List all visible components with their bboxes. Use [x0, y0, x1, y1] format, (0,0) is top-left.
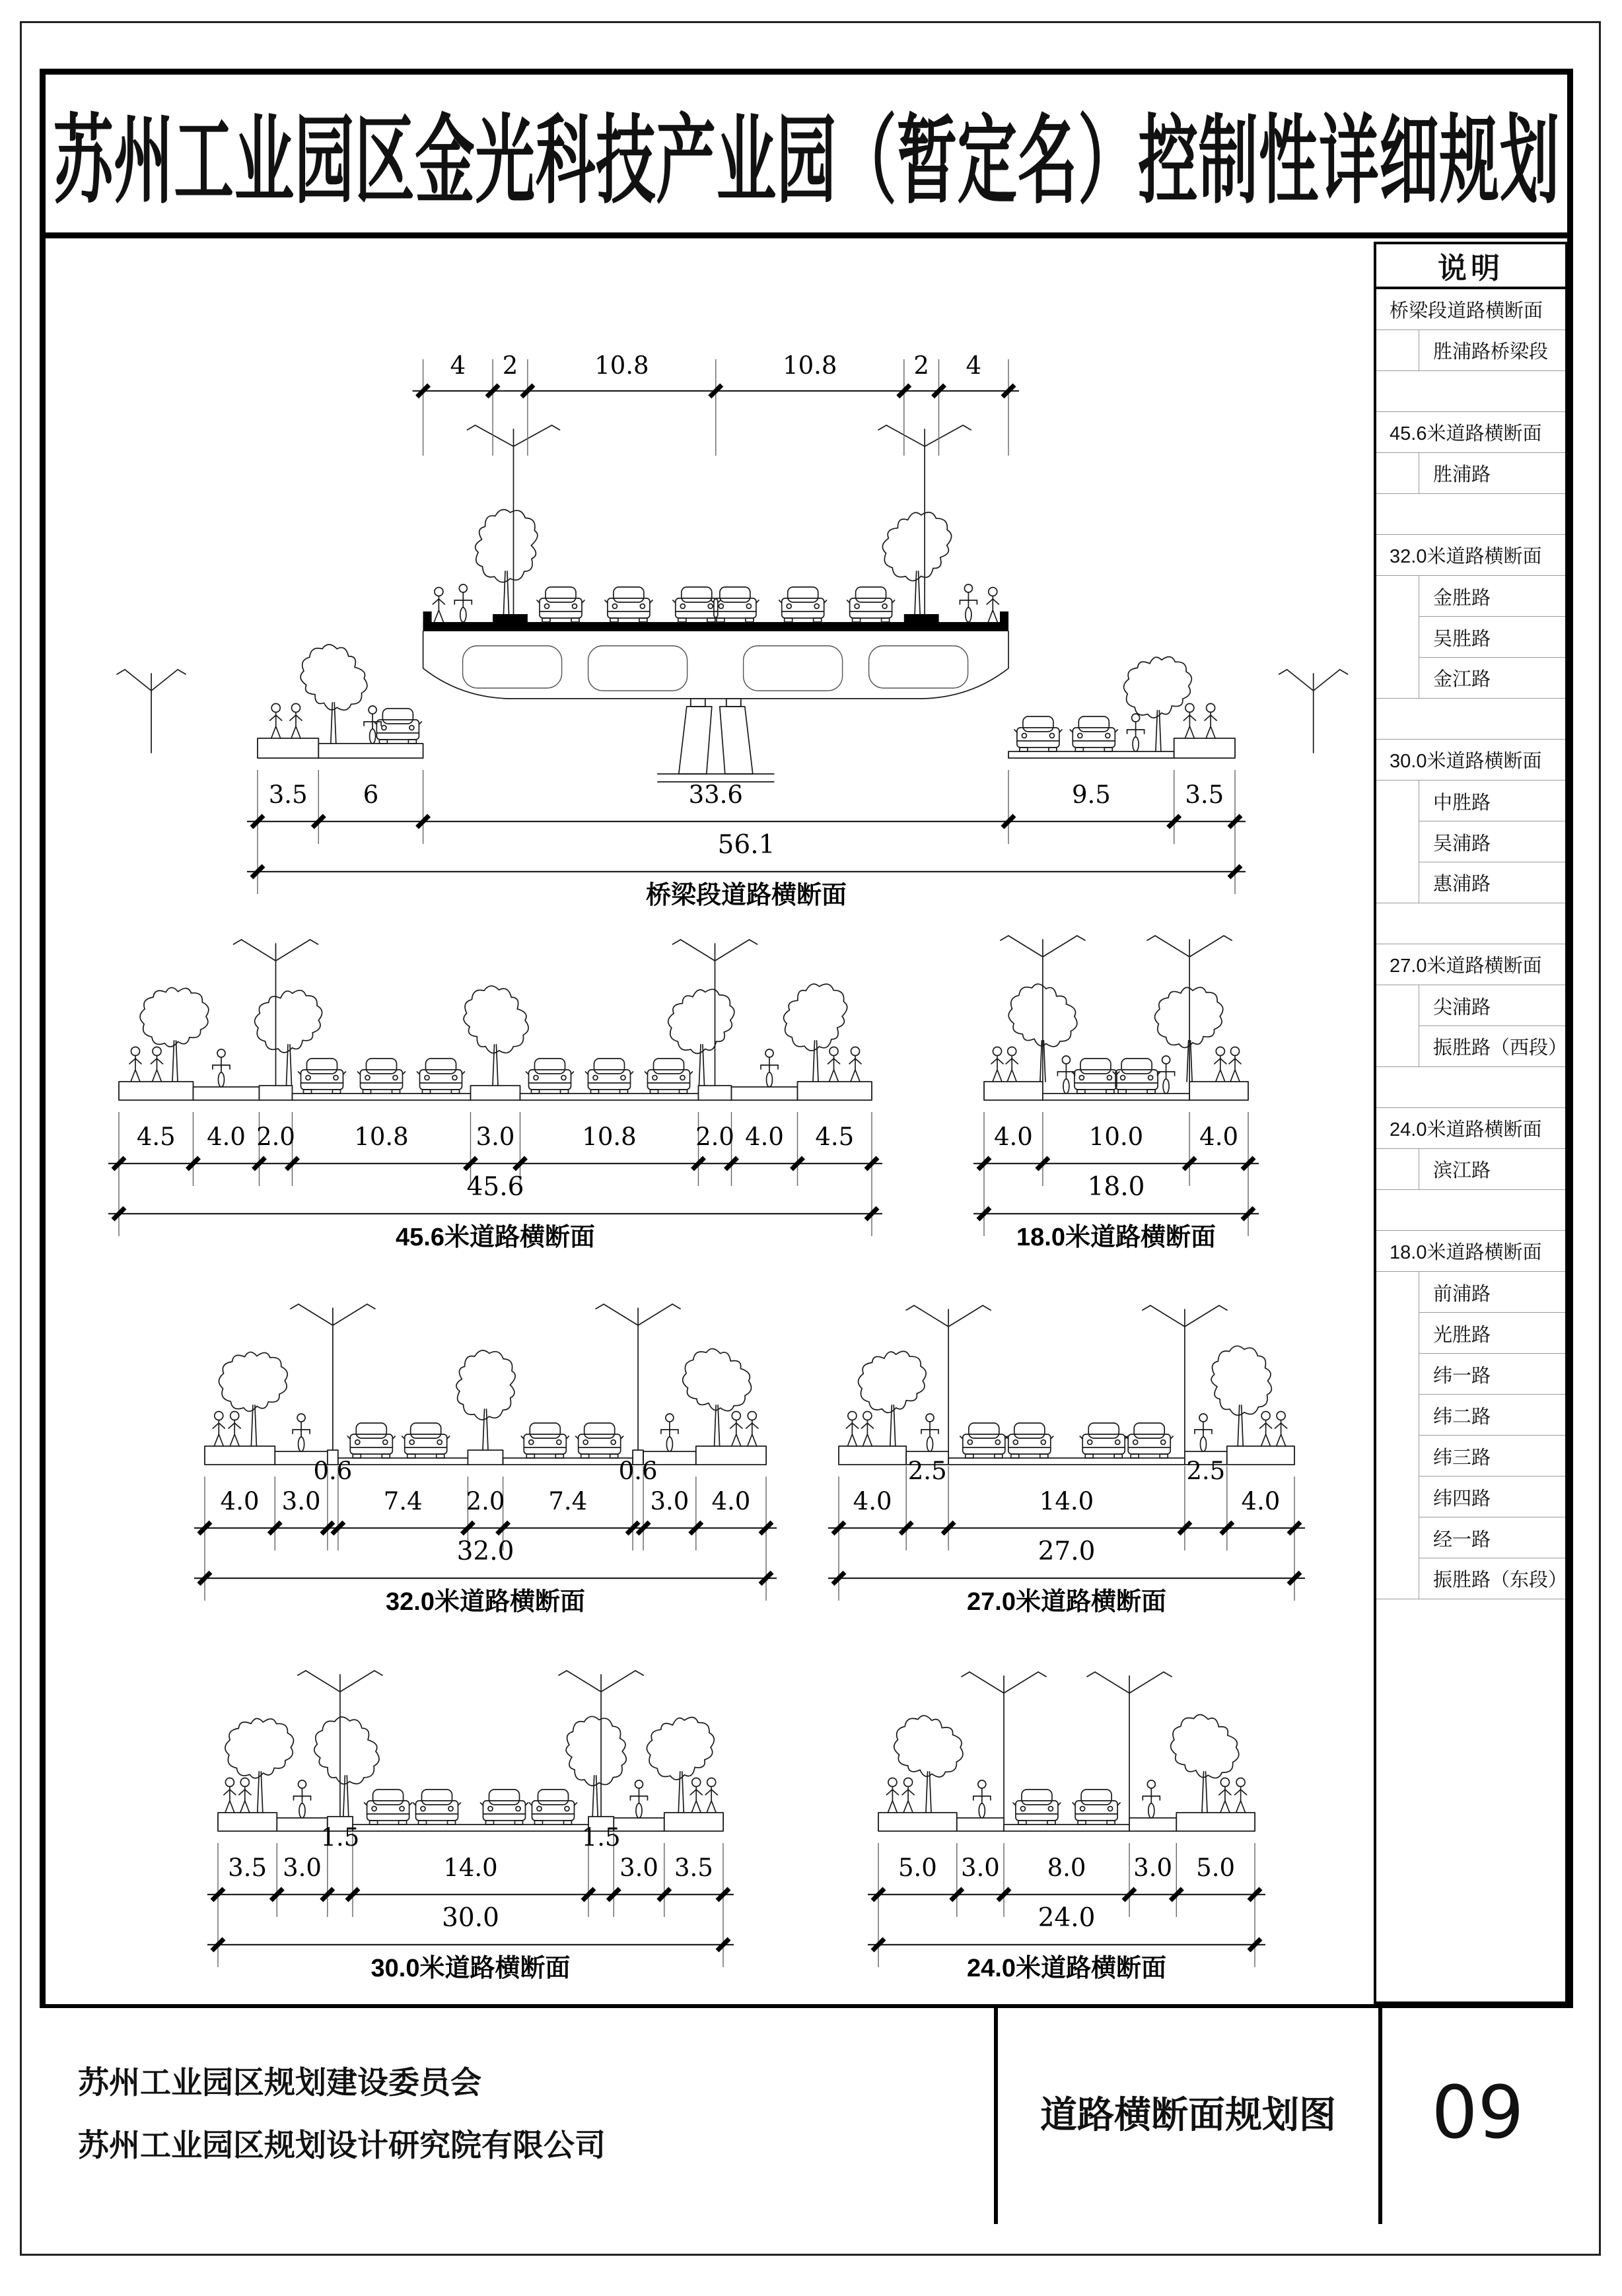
svg-text:45.6米道路横断面: 45.6米道路横断面: [396, 1224, 595, 1251]
svg-text:2.0: 2.0: [466, 1487, 505, 1515]
legend-row-label: 金江路: [1433, 669, 1491, 690]
legend-road-row: [1376, 1149, 1565, 1190]
legend-rows: [1376, 289, 1568, 1599]
legend-row-label: 胜浦路桥梁段: [1433, 341, 1549, 363]
legend-row-label: 纬三路: [1433, 1447, 1491, 1469]
svg-text:24.0米道路横断面: 24.0米道路横断面: [967, 1955, 1166, 1982]
svg-text:10.8: 10.8: [594, 351, 649, 380]
legend-row-label: 金胜路: [1433, 587, 1491, 609]
legend-spacer-row: [1376, 699, 1565, 740]
legend-row-label: 纬四路: [1433, 1488, 1491, 1510]
legend-category-row: [1376, 535, 1565, 576]
legend-row-label: 前浦路: [1433, 1283, 1491, 1305]
page-title: 苏州工业园区金光科技产业园（暂定名）控制性详细规划: [53, 107, 1560, 215]
svg-text:18.0: 18.0: [1087, 1172, 1145, 1202]
svg-text:4.0: 4.0: [993, 1123, 1033, 1151]
svg-text:32.0: 32.0: [456, 1537, 514, 1566]
sheet-number: 09: [1431, 2070, 1524, 2155]
legend-category-row: [1376, 944, 1565, 985]
svg-text:4.5: 4.5: [136, 1123, 176, 1151]
legend-road-row: [1376, 1517, 1565, 1558]
svg-text:10.8: 10.8: [582, 1123, 637, 1151]
legend-road-row: [1376, 617, 1565, 658]
svg-text:56.1: 56.1: [717, 830, 775, 860]
legend-road-row: [1376, 658, 1565, 699]
legend-row-label: 光胜路: [1433, 1324, 1491, 1346]
legend-category-row: [1376, 1108, 1565, 1149]
svg-text:4.0: 4.0: [220, 1487, 260, 1515]
drawing-title: 道路横断面规划图: [1040, 2093, 1336, 2136]
svg-text:7.4: 7.4: [548, 1487, 588, 1515]
legend-row-label: 振胜路（东段）: [1433, 1570, 1568, 1591]
legend-spacer-row: [1376, 903, 1565, 944]
legend-row-label: 18.0米道路横断面: [1390, 1242, 1542, 1263]
legend-row-label: 纬一路: [1433, 1365, 1491, 1387]
svg-text:2: 2: [913, 351, 929, 380]
legend-row-label: 30.0米道路横断面: [1390, 751, 1542, 772]
svg-text:1.5: 1.5: [320, 1823, 360, 1852]
legend-row-label: 纬二路: [1433, 1406, 1491, 1428]
svg-text:4.0: 4.0: [745, 1123, 784, 1151]
svg-text:33.6: 33.6: [688, 781, 743, 809]
legend-row-label: 中胜路: [1433, 792, 1491, 814]
drawing-title-cell: [994, 2004, 1378, 2224]
svg-text:4.0: 4.0: [1241, 1487, 1281, 1515]
svg-text:3.0: 3.0: [283, 1854, 322, 1882]
svg-text:8.0: 8.0: [1047, 1854, 1086, 1882]
svg-text:3.0: 3.0: [650, 1487, 689, 1515]
svg-text:2.5: 2.5: [907, 1457, 947, 1485]
svg-text:3.5: 3.5: [268, 781, 308, 809]
legend-road-row: [1376, 330, 1565, 371]
svg-text:5.0: 5.0: [1196, 1854, 1236, 1882]
svg-text:4: 4: [966, 351, 982, 380]
svg-text:2.0: 2.0: [695, 1123, 734, 1151]
legend-row-label: 吴胜路: [1433, 628, 1491, 650]
legend-spacer-row: [1376, 1190, 1565, 1231]
svg-text:3.0: 3.0: [1133, 1854, 1173, 1882]
svg-text:45.6: 45.6: [466, 1172, 524, 1202]
sheet-number-cell: [1378, 2004, 1573, 2224]
svg-text:3.0: 3.0: [960, 1854, 1000, 1882]
svg-text:3.5: 3.5: [674, 1854, 713, 1882]
legend-category-row: [1376, 289, 1565, 330]
legend-spacer-row: [1376, 371, 1565, 412]
legend-road-row: [1376, 1477, 1565, 1517]
legend-road-row: [1376, 1436, 1565, 1477]
svg-text:27.0米道路横断面: 27.0米道路横断面: [967, 1588, 1166, 1616]
legend-row-label: 24.0米道路横断面: [1390, 1119, 1542, 1140]
legend-road-row: [1376, 781, 1565, 821]
legend-row-label: 振胜路（西段）: [1433, 1037, 1568, 1059]
legend-road-row: [1376, 862, 1565, 903]
titleblock-organizations: [40, 2004, 994, 2224]
legend-row-label: 吴浦路: [1433, 833, 1491, 854]
svg-text:3.0: 3.0: [281, 1487, 321, 1515]
svg-text:0.6: 0.6: [618, 1457, 658, 1485]
svg-text:2.5: 2.5: [1186, 1457, 1226, 1485]
svg-text:0.6: 0.6: [313, 1457, 353, 1485]
svg-text:6: 6: [363, 781, 379, 809]
legend-category-row: [1376, 740, 1565, 781]
legend-road-row: [1376, 821, 1565, 862]
legend-row-label: 胜浦路: [1433, 464, 1491, 485]
svg-text:24.0: 24.0: [1038, 1903, 1096, 1933]
legend-spacer-row: [1376, 494, 1565, 535]
legend-row-label: 尖浦路: [1433, 996, 1491, 1018]
svg-text:7.4: 7.4: [383, 1487, 423, 1515]
legend-header: 说明: [1376, 244, 1565, 289]
svg-text:桥梁段道路横断面: 桥梁段道路横断面: [645, 882, 847, 909]
legend-row-label: 惠浦路: [1433, 874, 1491, 895]
legend-table: [1374, 242, 1568, 2004]
svg-text:1.5: 1.5: [581, 1823, 621, 1852]
svg-text:10.0: 10.0: [1088, 1123, 1144, 1151]
organization-1: 苏州工业园区规划建设委员会: [78, 2064, 481, 2100]
svg-text:10.8: 10.8: [783, 351, 837, 380]
legend-road-row: [1376, 576, 1565, 617]
svg-text:30.0: 30.0: [442, 1903, 499, 1933]
svg-text:5.0: 5.0: [898, 1854, 937, 1882]
legend-road-row: [1376, 1313, 1565, 1354]
svg-text:4.0: 4.0: [711, 1487, 751, 1515]
svg-text:4: 4: [450, 351, 466, 380]
legend-category-row: [1376, 412, 1565, 453]
svg-text:9.5: 9.5: [1071, 781, 1111, 809]
legend-row-label: 45.6米道路横断面: [1390, 423, 1542, 444]
legend-row-label: 滨江路: [1433, 1160, 1491, 1181]
svg-text:2.0: 2.0: [256, 1123, 295, 1151]
svg-text:4.5: 4.5: [815, 1123, 855, 1151]
svg-text:4.0: 4.0: [1199, 1123, 1239, 1151]
legend-road-row: [1376, 1026, 1568, 1067]
svg-text:27.0: 27.0: [1038, 1537, 1096, 1566]
svg-text:10.8: 10.8: [354, 1123, 409, 1151]
legend-row-label: 桥梁段道路横断面: [1390, 300, 1543, 322]
svg-text:4.0: 4.0: [853, 1487, 892, 1515]
legend-road-row: [1376, 1354, 1565, 1395]
legend-road-row: [1376, 1272, 1565, 1313]
svg-text:30.0米道路横断面: 30.0米道路横断面: [370, 1955, 571, 1982]
svg-text:3.5: 3.5: [1185, 781, 1224, 809]
svg-text:2: 2: [502, 351, 518, 380]
legend-road-row: [1376, 985, 1565, 1026]
svg-text:32.0米道路横断面: 32.0米道路横断面: [386, 1588, 585, 1616]
legend-road-row: [1376, 1558, 1568, 1599]
legend-category-row: [1376, 1231, 1565, 1272]
svg-text:3.0: 3.0: [476, 1123, 515, 1151]
organization-2: 苏州工业园区规划设计研究院有限公司: [78, 2127, 606, 2163]
legend-spacer-row: [1376, 1067, 1565, 1108]
svg-text:14.0: 14.0: [443, 1854, 498, 1882]
svg-text:4.0: 4.0: [207, 1123, 246, 1151]
svg-text:14.0: 14.0: [1039, 1487, 1094, 1515]
legend-row-label: 27.0米道路横断面: [1390, 956, 1542, 977]
svg-text:3.5: 3.5: [228, 1854, 267, 1882]
legend-row-label: 32.0米道路横断面: [1390, 546, 1542, 567]
legend-row-label: 经一路: [1433, 1529, 1491, 1550]
svg-text:3.0: 3.0: [619, 1854, 658, 1882]
legend-road-row: [1376, 1395, 1565, 1436]
legend-road-row: [1376, 453, 1565, 494]
svg-text:18.0米道路横断面: 18.0米道路横断面: [1016, 1224, 1216, 1251]
